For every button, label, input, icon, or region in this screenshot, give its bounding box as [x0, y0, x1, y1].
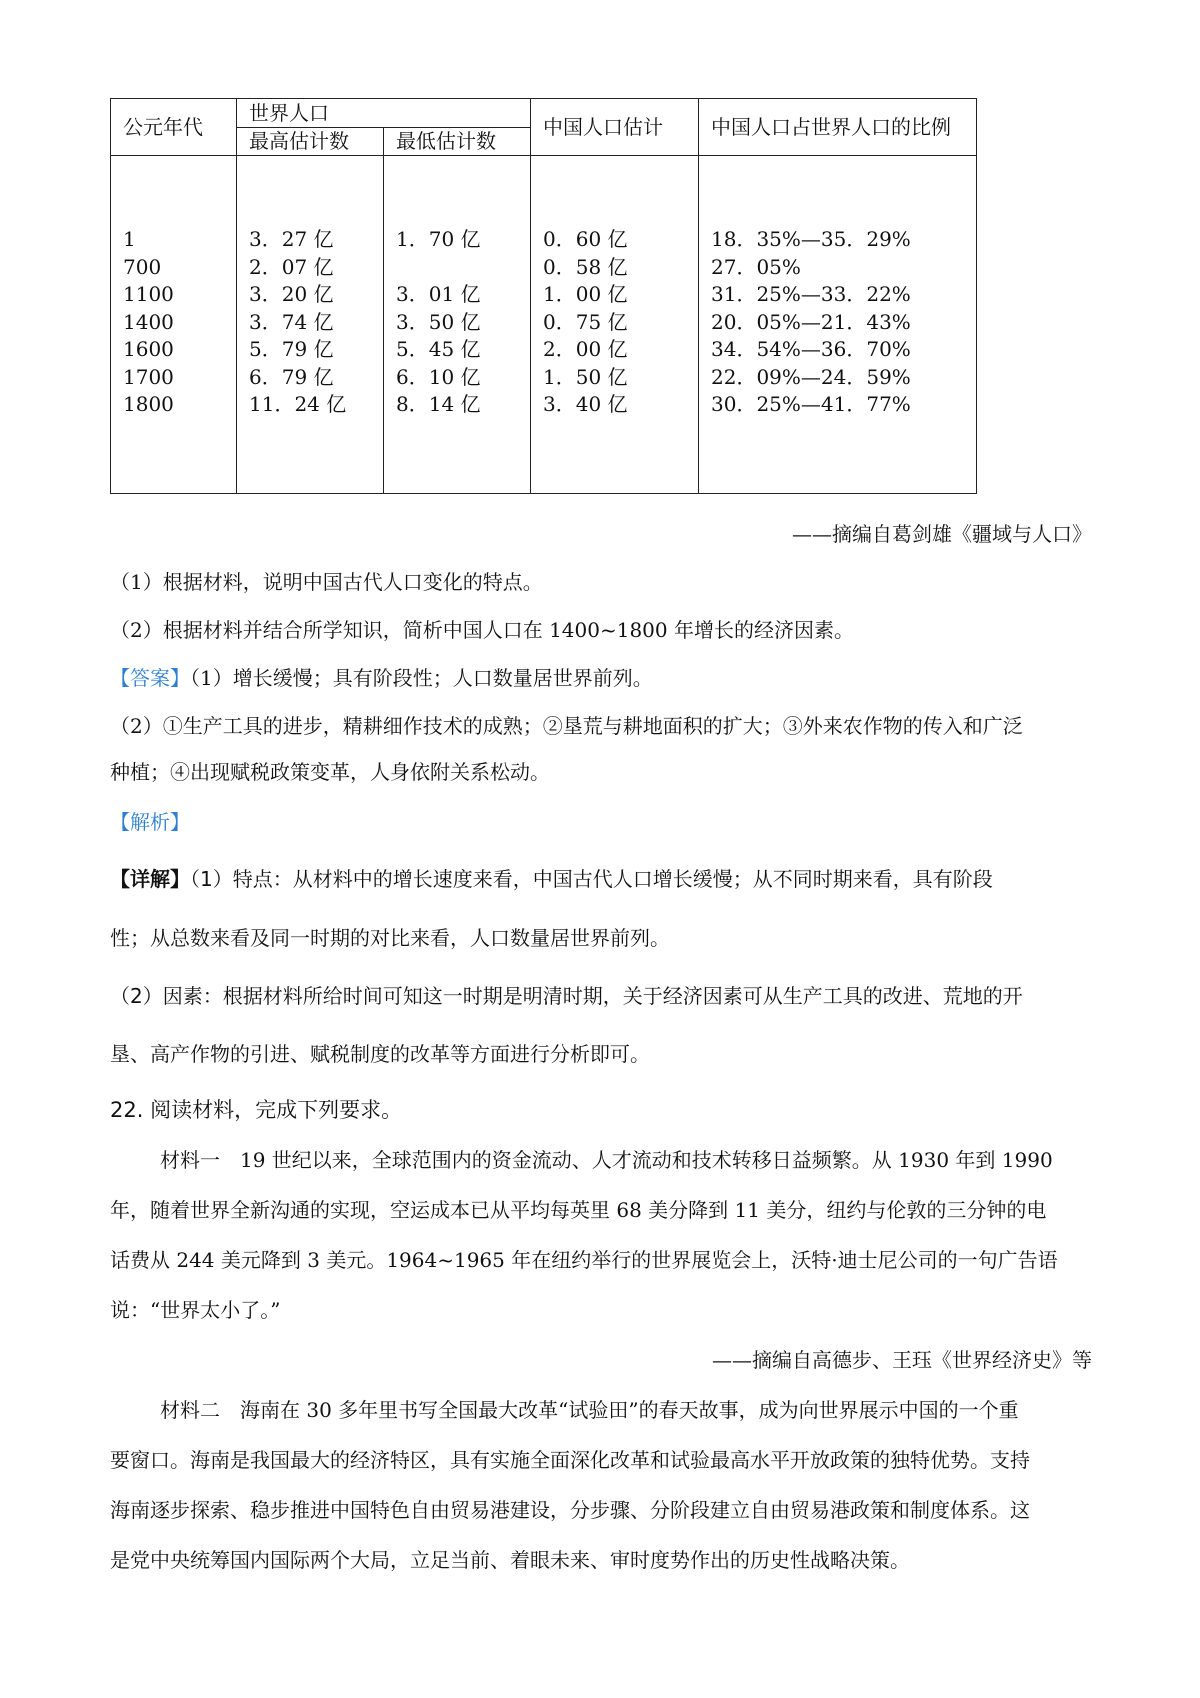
material-1-line-3: 话费从 244 美元降到 3 美元。1964~1965 年在纽约举行的世界展览会上，沃特·迪士尼公司的一句广告语 — [110, 1248, 1058, 1272]
table-cell: 5．45 亿 — [396, 337, 481, 361]
answer-1-text: （1）增长缓慢；具有阶段性；人口数量居世界前列。 — [190, 666, 653, 690]
table-cell: 0．60 亿 — [543, 227, 628, 251]
material-1-line-4: 说：“世界太小了。” — [110, 1298, 281, 1322]
source-citation-2: ——摘编自高德步、王珏《世界经济史》等 — [712, 1348, 1092, 1372]
answer-tag: 【答案】 — [110, 666, 190, 690]
header-china: 中国人口估计 — [531, 99, 699, 156]
answer-2-line-1: （2）①生产工具的进步，精耕细作技术的成熟；②垦荒与耕地面积的扩大；③外来农作物的传入和广泛 — [110, 714, 1023, 738]
answer-2-line-2: 种植；④出现赋税政策变革，人身依附关系松动。 — [110, 760, 550, 784]
detail-2-line-1: （2）因素：根据材料所给时间可知这一时期是明清时期，关于经济因素可从生产工具的改进、荒地的开 — [110, 984, 1023, 1008]
detail-tag: 【详解】 — [110, 867, 190, 891]
table-cell: 1400 — [123, 309, 174, 334]
china-column — [531, 156, 699, 494]
table-cell: 6．10 亿 — [396, 364, 481, 389]
table-cell: 3．01 亿 — [396, 282, 481, 306]
world-low-column — [384, 156, 531, 494]
population-table — [110, 98, 977, 494]
world-high-column — [237, 156, 384, 494]
table-cell: 1100 — [123, 282, 174, 306]
analysis-tag: 【解析】 — [110, 810, 190, 834]
header-ratio: 中国人口占世界人口的比例 — [699, 99, 977, 156]
table-cell: 5．79 亿 — [249, 337, 334, 361]
table-cell: 1 — [123, 227, 136, 251]
table-cell: 34．54%—36．70% — [711, 337, 911, 361]
source-citation-1: ——摘编自葛剑雄《疆域与人口》 — [792, 522, 1092, 546]
table-cell: 3．50 亿 — [396, 309, 481, 334]
table-cell: 30．25%—41．77% — [711, 392, 911, 416]
detail-block-1 — [110, 863, 993, 892]
detail-2-line-2: 垦、高产作物的引进、赋税制度的改革等方面进行分析即可。 — [110, 1042, 650, 1066]
ratio-column — [699, 156, 977, 494]
table-cell: 8．14 亿 — [396, 392, 481, 416]
table-cell: 1800 — [123, 392, 174, 416]
detail-1-line-1: （1）特点：从材料中的增长速度来看，中国古代人口增长缓慢；从不同时期来看，具有阶段 — [190, 867, 993, 891]
year-column — [111, 156, 237, 494]
table-cell: 3．74 亿 — [249, 309, 334, 334]
material-1-line-1: 材料一 19 世纪以来，全球范围内的资金流动、人才流动和技术转移日益频繁。从 1930 年到 1990 — [160, 1148, 1053, 1172]
table-cell: 22．09%—24．59% — [711, 364, 911, 389]
table-cell — [396, 254, 530, 282]
material-2-line-2: 要窗口。海南是我国最大的经济特区，具有实施全面深化改革和试验最高水平开放政策的独特优势。支持 — [110, 1448, 1030, 1472]
table-cell: 6．79 亿 — [249, 364, 334, 389]
table-cell: 20．05%—21．43% — [711, 309, 911, 334]
material-2-line-3: 海南逐步探索、稳步推进中国特色自由贸易港建设，分步骤、分阶段建立自由贸易港政策和制度体系。这 — [110, 1498, 1030, 1522]
table-cell: 18．35%—35．29% — [711, 227, 911, 251]
table-cell: 2．07 亿 — [249, 254, 334, 279]
detail-1-line-2: 性；从总数来看及同一时期的对比来看，人口数量居世界前列。 — [110, 926, 670, 950]
header-world-high: 最高估计数 — [237, 127, 384, 156]
table-cell: 700 — [123, 254, 162, 279]
table-row — [111, 156, 977, 494]
table-cell: 1．50 亿 — [543, 364, 628, 389]
table-cell: 0．75 亿 — [543, 309, 628, 334]
table-cell: 0．58 亿 — [543, 254, 628, 279]
material-2-line-1: 材料二 海南在 30 多年里书写全国最大改革“试验田”的春天故事，成为向世界展示中国的一个重 — [160, 1398, 1019, 1422]
material-1-line-2: 年，随着世界全新沟通的实现，空运成本已从平均每英里 68 美分降到 11 美分，纽约与伦敦的三分钟的电 — [110, 1198, 1047, 1222]
table-cell: 3．27 亿 — [249, 227, 334, 251]
header-year: 公元年代 — [111, 99, 237, 156]
table-cell: 11．24 亿 — [249, 392, 347, 416]
table-cell: 3．40 亿 — [543, 392, 628, 416]
table-cell: 3．20 亿 — [249, 282, 334, 306]
answer-block-1 — [110, 662, 653, 691]
table-cell: 31．25%—33．22% — [711, 282, 911, 306]
table-cell: 27．05% — [711, 254, 801, 279]
question-1: （1）根据材料，说明中国古代人口变化的特点。 — [110, 570, 543, 594]
table-cell: 1．00 亿 — [543, 282, 628, 306]
header-world: 世界人口 — [237, 99, 531, 128]
table-cell: 1600 — [123, 337, 174, 361]
material-2-line-4: 是党中央统筹国内国际两个大局，立足当前、着眼未来、审时度势作出的历史性战略决策。 — [110, 1548, 910, 1572]
header-world-low: 最低估计数 — [384, 127, 531, 156]
table-cell: 2．00 亿 — [543, 337, 628, 361]
question-2: （2）根据材料并结合所学知识，简析中国人口在 1400~1800 年增长的经济因素。 — [110, 618, 854, 642]
question-22-title: 22. 阅读材料，完成下列要求。 — [110, 1098, 403, 1122]
table-cell: 1．70 亿 — [396, 227, 481, 251]
table-cell: 1700 — [123, 364, 174, 389]
